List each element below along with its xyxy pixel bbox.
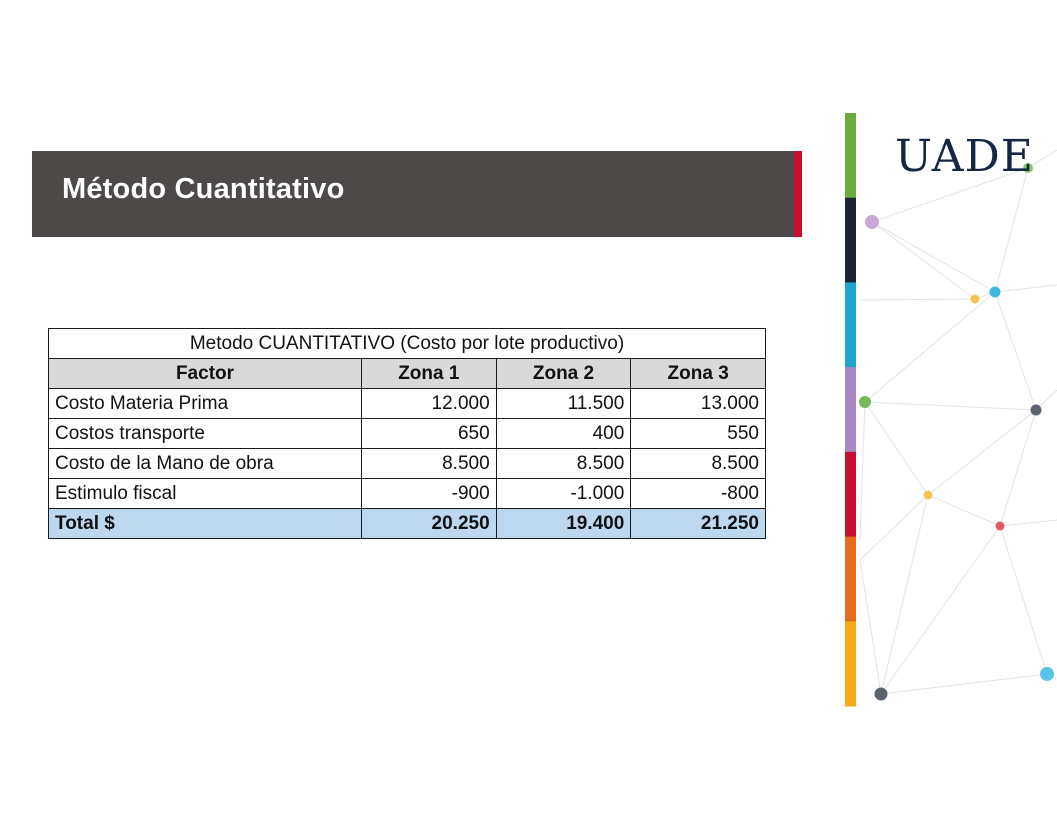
row-label: Costo de la Mano de obra — [49, 449, 362, 479]
cell-value: 400 — [496, 419, 631, 449]
stripe-segment — [845, 113, 856, 198]
color-stripe — [845, 113, 856, 707]
row-label: Estimulo fiscal — [49, 479, 362, 509]
cell-value: -800 — [631, 479, 766, 509]
stripe-segment — [845, 367, 856, 452]
header-zona-1: Zona 1 — [362, 359, 497, 389]
network-lines — [860, 150, 1057, 694]
cell-value: -1.000 — [496, 479, 631, 509]
network-dots — [859, 163, 1054, 701]
row-label: Costo Materia Prima — [49, 389, 362, 419]
slide-title: Método Cuantitativo — [62, 173, 345, 205]
stripe-segment — [845, 537, 856, 622]
cell-value: 550 — [631, 419, 766, 449]
uade-logo: UADE — [895, 131, 1034, 182]
header-factor: Factor — [49, 359, 362, 389]
total-value: 19.400 — [496, 509, 631, 539]
header-zona-3: Zona 3 — [631, 359, 766, 389]
cell-value: 12.000 — [362, 389, 497, 419]
stripe-segment — [845, 282, 856, 367]
cell-value: 8.500 — [496, 449, 631, 479]
row-label: Costos transporte — [49, 419, 362, 449]
cell-value: -900 — [362, 479, 497, 509]
total-value: 21.250 — [631, 509, 766, 539]
header-zona-2: Zona 2 — [496, 359, 631, 389]
cell-value: 13.000 — [631, 389, 766, 419]
table-caption: Metodo CUANTITATIVO (Costo por lote productivo) — [49, 329, 766, 359]
cell-value: 11.500 — [496, 389, 631, 419]
total-label: Total $ — [49, 509, 362, 539]
stripe-segment — [845, 452, 856, 537]
stripe-segment — [845, 198, 856, 283]
cell-value: 650 — [362, 419, 497, 449]
stripe-segment — [845, 621, 856, 706]
cell-value: 8.500 — [631, 449, 766, 479]
total-value: 20.250 — [362, 509, 497, 539]
cell-value: 8.500 — [362, 449, 497, 479]
